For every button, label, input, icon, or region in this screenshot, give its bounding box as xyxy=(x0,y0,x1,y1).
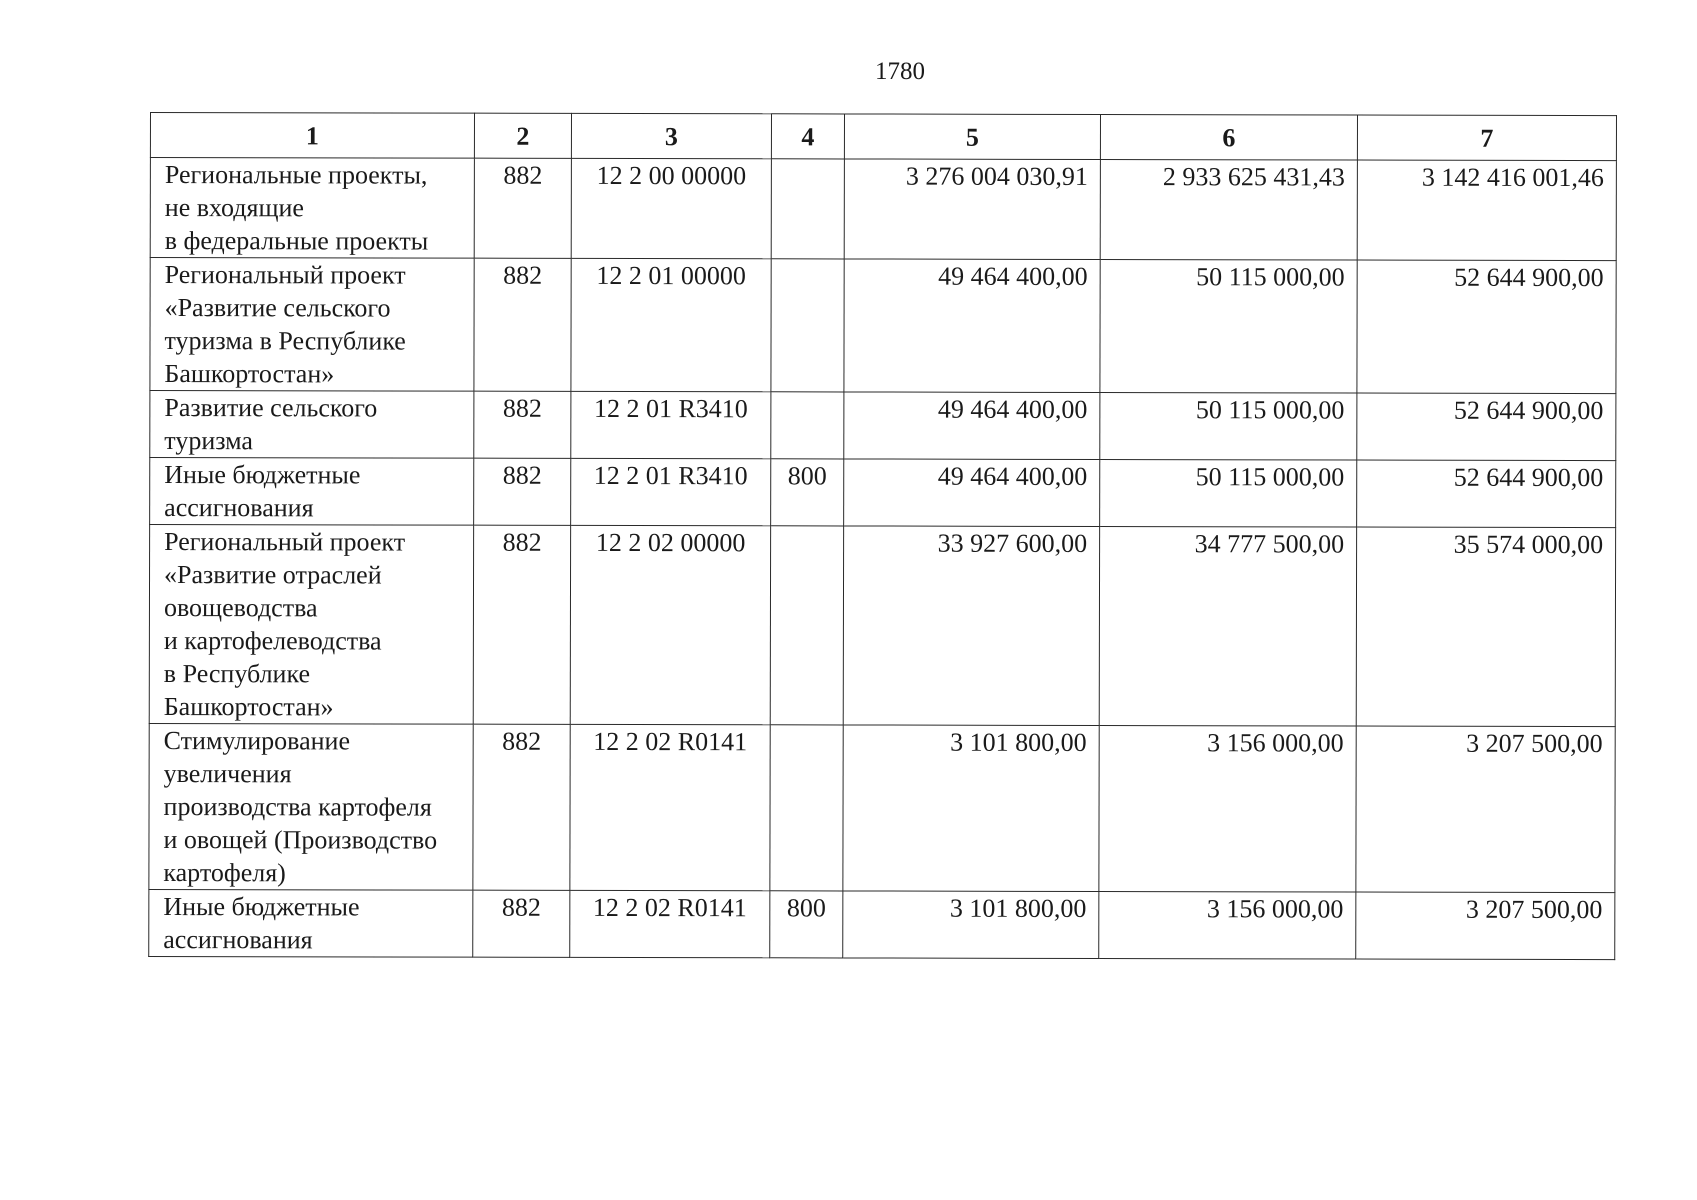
table-row xyxy=(150,391,1616,461)
cell-vr xyxy=(771,259,844,392)
name-line: туризма xyxy=(164,426,253,456)
name-line: Региональные проекты, xyxy=(164,160,428,190)
cell-sum-2: 3 156 000,00 xyxy=(1099,725,1356,892)
table-row xyxy=(149,723,1615,892)
name-line: в Республике xyxy=(163,659,311,689)
header-row xyxy=(150,113,1616,161)
cell-sum-3: 35 574 000,00 xyxy=(1356,527,1615,727)
cell-sum-2: 50 115 000,00 xyxy=(1100,392,1357,460)
cell-sum-1: 49 464 400,00 xyxy=(844,392,1100,460)
cell-sum-3: 52 644 900,00 xyxy=(1357,393,1616,461)
name-line: Башкортостан» xyxy=(163,692,334,722)
budget-table xyxy=(148,112,1617,960)
cell-ved: 882 xyxy=(473,890,570,957)
cell-name xyxy=(149,723,473,890)
cell-sum-3: 52 644 900,00 xyxy=(1357,260,1616,394)
cell-sum-1: 33 927 600,00 xyxy=(843,526,1099,726)
cell-csr: 12 2 01 00000 xyxy=(571,258,771,391)
header-col-5: 5 xyxy=(844,114,1100,160)
cell-sum-2: 50 115 000,00 xyxy=(1100,459,1357,527)
table-row xyxy=(149,889,1615,959)
name-line: увеличения xyxy=(163,759,292,789)
cell-sum-3: 3 142 416 001,46 xyxy=(1357,160,1616,261)
name-line: туризма в Республике xyxy=(164,326,406,356)
cell-ved: 882 xyxy=(474,458,571,525)
name-line: Развитие сельского xyxy=(164,393,378,423)
cell-vr xyxy=(770,725,843,891)
table-row xyxy=(149,525,1615,727)
name-line: в федеральные проекты xyxy=(164,226,429,256)
name-line: не входящие xyxy=(164,193,304,223)
cell-sum-2: 3 156 000,00 xyxy=(1099,891,1356,959)
header-col-4: 4 xyxy=(771,114,844,159)
name-line: и овощей (Производство xyxy=(163,825,438,855)
name-line: ассигнования xyxy=(164,493,314,523)
cell-ved: 882 xyxy=(474,158,571,258)
cell-csr: 12 2 02 R0141 xyxy=(570,890,770,957)
cell-sum-1: 3 101 800,00 xyxy=(843,891,1099,959)
table-row xyxy=(150,158,1616,261)
cell-sum-1: 49 464 400,00 xyxy=(844,459,1100,527)
cell-sum-2: 2 933 625 431,43 xyxy=(1100,159,1357,260)
cell-vr: 800 xyxy=(771,459,844,526)
cell-name xyxy=(150,458,474,526)
name-line: Башкортостан» xyxy=(164,359,335,389)
budget-table-sheet xyxy=(148,112,1616,960)
cell-ved: 882 xyxy=(473,724,570,890)
cell-ved: 882 xyxy=(474,391,571,458)
name-line: производства картофеля xyxy=(163,792,432,822)
cell-sum-1: 49 464 400,00 xyxy=(844,259,1100,393)
cell-csr: 12 2 01 R3410 xyxy=(571,391,771,458)
name-line: овощеводства xyxy=(163,593,318,623)
name-line: ассигнования xyxy=(163,925,313,955)
cell-csr: 12 2 02 R0141 xyxy=(570,724,770,890)
cell-csr: 12 2 01 R3410 xyxy=(571,458,771,525)
header-col-2: 2 xyxy=(474,113,571,158)
name-line: «Развитие сельского xyxy=(164,293,391,323)
cell-sum-2: 34 777 500,00 xyxy=(1099,526,1356,726)
cell-sum-1: 3 276 004 030,91 xyxy=(844,159,1100,260)
cell-csr: 12 2 00 00000 xyxy=(571,158,771,258)
header-col-6: 6 xyxy=(1100,114,1357,160)
cell-sum-2: 50 115 000,00 xyxy=(1100,259,1357,393)
cell-vr: 800 xyxy=(770,891,843,958)
name-line: «Развитие отраслей xyxy=(164,560,382,590)
cell-ved: 882 xyxy=(473,525,570,724)
cell-vr xyxy=(770,526,843,725)
header-col-1: 1 xyxy=(150,113,474,159)
cell-name xyxy=(149,889,473,957)
name-line: картофеля) xyxy=(163,858,286,888)
cell-ved: 882 xyxy=(474,258,571,391)
cell-csr: 12 2 02 00000 xyxy=(570,525,770,724)
cell-sum-1: 3 101 800,00 xyxy=(843,725,1099,892)
cell-vr xyxy=(771,392,844,459)
page-number: 1780 xyxy=(875,58,925,85)
table-row xyxy=(150,258,1616,394)
name-line: Иные бюджетные xyxy=(164,460,361,490)
table-row xyxy=(150,458,1616,528)
cell-sum-3: 52 644 900,00 xyxy=(1357,460,1616,528)
cell-name xyxy=(150,258,474,392)
cell-name xyxy=(150,391,474,459)
cell-vr xyxy=(771,159,844,259)
name-line: Иные бюджетные xyxy=(163,892,360,922)
name-line: Региональный проект xyxy=(164,260,406,290)
cell-name xyxy=(149,525,473,725)
name-line: Региональный проект xyxy=(164,527,406,557)
name-line: и картофелеводства xyxy=(163,626,382,656)
cell-name xyxy=(150,158,474,259)
header-col-3: 3 xyxy=(571,113,771,158)
header-col-7: 7 xyxy=(1357,115,1616,161)
name-line: Стимулирование xyxy=(163,726,351,756)
cell-sum-3: 3 207 500,00 xyxy=(1356,726,1615,893)
cell-sum-3: 3 207 500,00 xyxy=(1356,892,1615,960)
